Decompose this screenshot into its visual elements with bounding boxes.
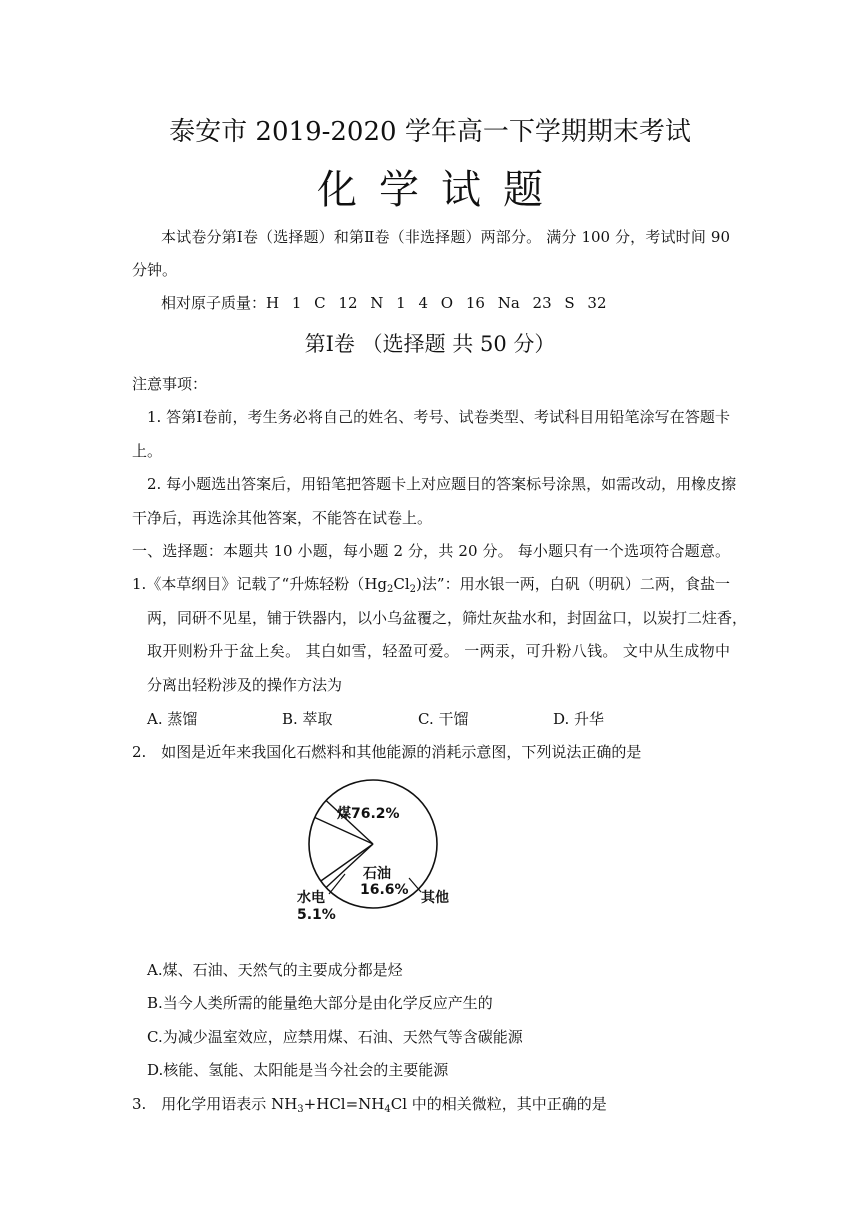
note-2-line-2: 干净后，再选涂其他答案，不能答在试卷上。	[132, 509, 433, 527]
slice-label-other: 其他	[421, 890, 449, 906]
energy-pie-chart	[285, 778, 475, 938]
note-2-line-1: 2. 每小题选出答案后，用铅笔把答题卡上对应题目的答案标号涂黑，如需改动，用橡皮擦	[147, 475, 737, 493]
q2-option-b: B.当今人类所需的能量绝大部分是由化学反应产生的	[147, 994, 493, 1012]
q2-stem: 2. 如图是近年来我国化石燃料和其他能源的消耗示意图，下列说法正确的是	[132, 743, 642, 761]
subject-title: 化学试题	[317, 167, 565, 213]
intro-line-2: 分钟。	[132, 261, 178, 279]
part1-instructions: 一、选择题：本题共 10 小题，每小题 2 分，共 20 分。 每小题只有一个选项符合题意。	[132, 542, 730, 560]
slice-label-hydro-value: 5.1%	[297, 907, 336, 923]
exam-title: 泰安市 2019-2020 学年高一下学期期末考试	[169, 117, 691, 147]
slice-label-hydro-name: 水电	[297, 890, 325, 906]
q2-option-d: D.核能、氢能、太阳能是当今社会的主要能源	[147, 1061, 449, 1079]
slice-label-oil-name: 石油	[363, 866, 391, 882]
section-heading: 第Ⅰ卷 （选择题 共 50 分）	[304, 332, 556, 356]
slice-label-oil-value: 16.6%	[360, 882, 409, 898]
notes-heading: 注意事项：	[132, 375, 208, 393]
note-1-line-2: 上。	[132, 442, 163, 460]
q3-stem: 3. 用化学用语表示 $NH_3+HCl=NH_4Cl$ 中的相关微粒，其中正确的是	[132, 1095, 607, 1115]
q1-option-d: D. 升华	[553, 710, 605, 728]
q1-line-3: 取开则粉升于盆上矣。 其白如雪，轻盈可爱。 一两汞，可升粉八钱。 文中从生成物中	[147, 642, 730, 660]
q2-option-c: C.为减少温室效应，应禁用煤、石油、天然气等含碳能源	[147, 1028, 523, 1046]
atomic-masses: 相对原子质量：H 1 C 12 N 1 4 O 16 Na 23 S 32	[161, 294, 607, 312]
q1-option-c: C. 干馏	[418, 710, 469, 728]
q1-line-4: 分离出轻粉涉及的操作方法为	[147, 676, 343, 694]
q1-line-1: 1.《本草纲目》记载了“升炼轻粉$(Hg_2Cl_2)$法”：用水银一两，白矾（明矾）二两，食盐一	[132, 575, 730, 595]
q1-line-2: 两，同研不见星，铺于铁器内，以小乌盆覆之，筛灶灰盐水和，封固盆口，以炭打二炷香，	[147, 609, 748, 627]
intro-line-1: 本试卷分第Ⅰ卷（选择题）和第Ⅱ卷（非选择题）两部分。 满分 100 分，考试时间 90	[161, 228, 730, 246]
slice-label-coal: 煤76.2%	[337, 806, 400, 822]
q1-option-b: B. 萃取	[282, 710, 333, 728]
q1-option-a: A. 蒸馏	[147, 710, 198, 728]
q2-option-a: A.煤、石油、天然气的主要成分都是烃	[147, 961, 403, 979]
note-1-line-1: 1. 答第Ⅰ卷前，考生务必将自己的姓名、考号、试卷类型、考试科目用铅笔涂写在答题卡	[147, 408, 730, 426]
